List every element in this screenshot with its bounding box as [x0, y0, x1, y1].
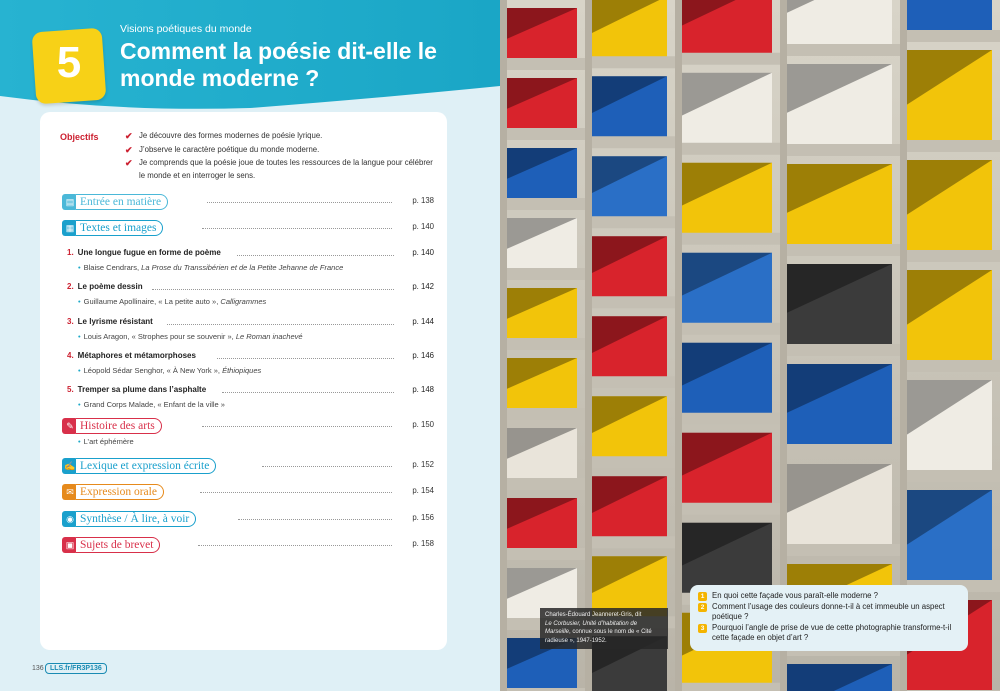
section-label: Textes et images — [76, 220, 163, 236]
objective-item: ✔ J’observe le caractère poétique du monde moderne. — [125, 144, 320, 155]
leader-dots — [207, 202, 392, 203]
eye-icon: ◉ — [62, 511, 78, 527]
leader-dots — [237, 255, 394, 256]
section-page: p. 154 — [412, 486, 434, 495]
section-label: Entrée en matière — [76, 194, 168, 210]
pen-icon: ✍ — [62, 458, 78, 474]
section-page: p. 156 — [412, 513, 434, 522]
objectives-label: Objectifs — [60, 132, 99, 142]
question-item: 2 Comment l’usage des couleurs donne-t-il à cet immeuble un aspect poétique ? — [698, 602, 960, 623]
lesson-item-1[interactable]: 1. Une longue fugue en forme de poème p. 140 • Blaise Cendrars, La Prose du Transsibérien et de la Petite Jehanne de France — [67, 248, 434, 272]
chapter-kicker: Visions poétiques du monde — [120, 23, 252, 35]
leader-dots — [152, 289, 394, 290]
leader-dots — [202, 426, 392, 427]
leader-dots — [238, 519, 392, 520]
section-expression-orale[interactable] — [62, 484, 434, 500]
lesson-title: Le poème dessin — [77, 282, 143, 291]
book-icon: ▤ — [62, 194, 78, 210]
section-textes-et-images[interactable] — [62, 220, 434, 236]
speech-icon: ✉ — [62, 484, 78, 500]
check-icon: ✔ — [125, 158, 133, 168]
section-label: Histoire des arts — [76, 418, 162, 434]
section-histoire-des-arts[interactable] — [62, 418, 434, 434]
lesson-item-2[interactable]: 2. Le poème dessin p. 142 • Guillaume Apollinaire, « La petite auto », Calligrammes — [67, 282, 434, 306]
section-page: p. 152 — [412, 460, 434, 469]
leader-dots — [217, 358, 394, 359]
section-entree-en-matiere[interactable] — [62, 194, 434, 210]
section-label: Lexique et expression écrite — [76, 458, 216, 474]
lesson-page: p. 142 — [412, 282, 434, 291]
lesson-item-4[interactable]: 4. Métaphores et métamorphoses p. 146 • Léopold Sédar Senghor, « À New York », Éthiopiques — [67, 351, 434, 375]
leader-dots — [167, 324, 394, 325]
contents-card — [40, 112, 447, 650]
lesson-page: p. 146 — [412, 351, 434, 360]
section-lexique[interactable] — [62, 458, 434, 474]
leader-dots — [202, 228, 392, 229]
lesson-page: p. 148 — [412, 385, 434, 394]
section-label: Sujets de brevet — [76, 537, 160, 553]
section-synthese[interactable] — [62, 511, 434, 527]
section-label: Synthèse / À lire, à voir — [76, 511, 196, 527]
lesson-title: Métaphores et métamorphoses — [77, 351, 196, 360]
leader-dots — [198, 545, 392, 546]
section-page: p. 150 — [412, 420, 434, 429]
questions-box — [690, 585, 968, 651]
section-sujets-de-brevet[interactable] — [62, 537, 434, 553]
lesson-title: Tremper sa plume dans l’asphalte — [77, 385, 207, 394]
palette-icon: ✎ — [62, 418, 78, 434]
lesson-title: Le lyrisme résistant — [77, 317, 153, 326]
section-page: p. 158 — [412, 539, 434, 548]
chapter-title: Comment la poésie dit-elle le monde moderne ? — [120, 38, 437, 91]
question-item: 1 En quoi cette façade vous paraît-elle moderne ? — [698, 591, 960, 602]
section-page: p. 140 — [412, 222, 434, 231]
lesson-title: Une longue fugue en forme de poème — [77, 248, 221, 257]
check-icon: ✔ — [125, 144, 133, 155]
leader-dots — [262, 466, 392, 467]
section-page: p. 138 — [412, 196, 434, 205]
chapter-number: 5 — [56, 38, 82, 87]
leader-dots — [222, 392, 394, 393]
lesson-item-5[interactable]: 5. Tremper sa plume dans l’asphalte p. 148 • Grand Corps Malade, « Enfant de la ville » — [67, 385, 434, 409]
objective-item: ✔ Je comprends que la poésie joue de toutes les ressources de la langue pour célébrer le monde et en interroger le sens. — [125, 158, 433, 180]
lesson-page: p. 140 — [412, 248, 434, 257]
photo-caption: Charles-Édouard Jeanneret-Gris, dit Le Corbusier, Unité d’habitation de Marseille, connue sous le nom de « Cité radieuse », 1947-1952. — [540, 608, 668, 649]
leader-dots — [200, 492, 392, 493]
objectives-list — [125, 130, 435, 183]
art-history-subitem: • L’art éphémère — [78, 437, 134, 446]
section-label: Expression orale — [76, 484, 164, 500]
exam-icon: ▣ — [62, 537, 78, 553]
lesson-item-3[interactable]: 3. Le lyrisme résistant p. 144 • Louis Aragon, « Strophes pour se souvenir », Le Roman inachevé — [67, 317, 434, 341]
objective-item: ✔ Je découvre des formes modernes de poésie lyrique. — [125, 131, 323, 141]
lesson-page: p. 144 — [412, 317, 434, 326]
question-item: 3 Pourquoi l’angle de prise de vue de cette photographie transforme-t-il cette façade en objet d’art ? — [698, 623, 960, 644]
lls-link[interactable]: LLS.fr/FR3P136 — [45, 663, 107, 674]
check-icon: ✔ — [125, 131, 133, 141]
image-icon: ▦ — [62, 220, 78, 236]
page-number: 136 — [32, 665, 44, 672]
